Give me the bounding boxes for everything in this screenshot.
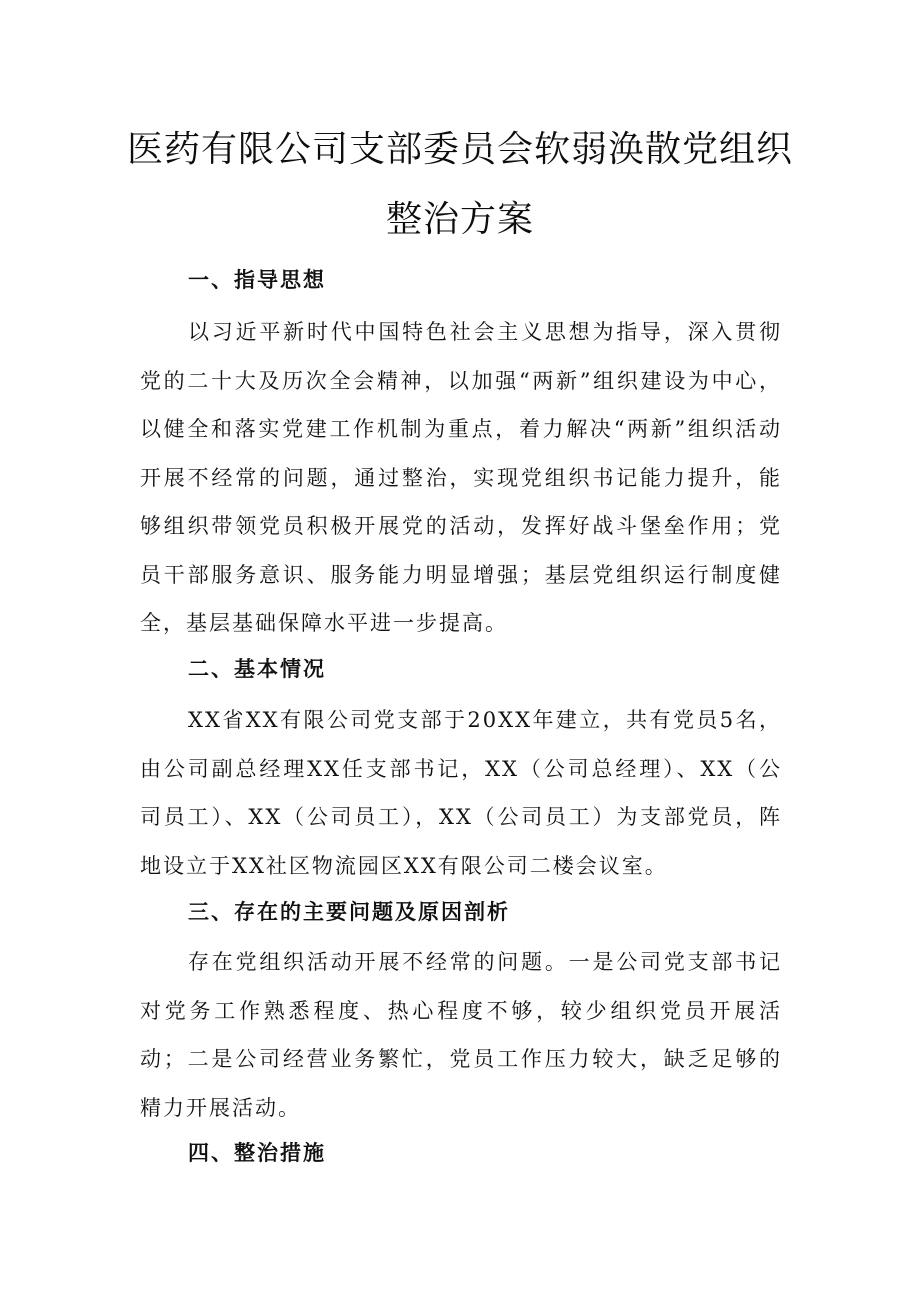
section-heading-problems-analysis: 三、存在的主要问题及原因剖析	[188, 899, 510, 924]
section-heading-rectification-measures: 四、整治措施	[188, 1140, 326, 1165]
section-paragraph-basic-situation: XX省XX有限公司党支部于20XX年建立，共有党员5名，由公司副总经理XX任支部书记，XX（公司总经理）、XX（公司员工）、XX（公司员工），XX（公司员工）为支部党员，阵地设立于XX社区物流园区XX有限公司二楼会议室。	[140, 708, 782, 878]
section-paragraph-problems-analysis: 存在党组织活动开展不经常的问题。一是公司党支部书记对党务工作熟悉程度、热心程度不够，较少组织党员开展活动；二是公司经营业务繁忙，党员工作压力较大，缺乏足够的精力开展活动。	[140, 950, 782, 1120]
document-title-line-1: 医药有限公司支部委员会软弱涣散党组织	[126, 129, 793, 170]
section-heading-basic-situation: 二、基本情况	[188, 656, 326, 681]
document-title-line-2: 整治方案	[385, 199, 534, 240]
section-heading-guiding-ideology: 一、指导思想	[188, 267, 326, 292]
section-paragraph-guiding-ideology: 以习近平新时代中国特色社会主义思想为指导，深入贯彻党的二十大及历次全会精神，以加强“两新”组织建设为中心，以健全和落实党建工作机制为重点，着力解决“两新”组织活动开展不经常的问题，通过整治，实现党组织书记能力提升，能够组织带领党员积极开展党的活动，发挥好战斗堡垒作用；党员干部服务意识、服务能力明显增强；基层党组织运行制度健全，基层基础保障水平进一步提高。	[140, 320, 782, 635]
